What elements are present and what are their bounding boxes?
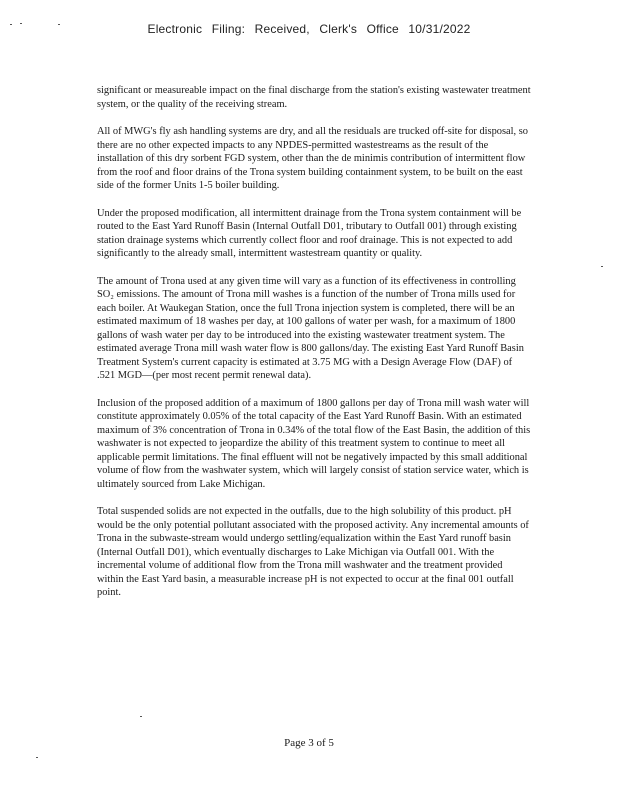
filing-stamp-header: Electronic Filing: Received, Clerk's Office 10/31/2022 — [147, 22, 471, 36]
paragraph-1: significant or measureable impact on the final discharge from the station's existing wastewater treatment system, or the quality of the receiving stream. — [97, 85, 531, 110]
document-body — [97, 84, 531, 614]
paragraph-4: The amount of Trona used at any given time will vary as a function of its effectiveness in controlling SO₂ emissions. The amount of Trona mill washes is a function of the number of Trona mills used for each boiler. At Waukegan Station, once the full Trona injection system is completed, there will be an estimated maximum of 18 washes per day, at 100 gallons of water per wash, for a maximum of 1800 gallons of wash water per day to be introduced into the existing wastewater treatment system. The estimated average Trona mill wash water flow is 800 gallons/day. The existing East Yard Runoff Basin Treatment System's current capacity is estimated at 3.75 MG with a Design Average Flow (DAF) of .521 MGD—(per most recent permit renewal data). — [97, 275, 524, 381]
paragraph-5: Inclusion of the proposed addition of a maximum of 1800 gallons per day of Trona mill wash water will constitute approximately 0.05% of the total capacity of the East Yard Runoff Basin. With an estimated maximum of 3% concentration of Trona in 0.34% of the total flow of the East Basin, the addition of this washwater is not expected to jeopardize the ability of this treatment system to continue to meet all applicable permit limitations. The final effluent will not be negatively impacted by this small additional volume of flow from the washwater system, which will largely consist of station service water, which is ultimately sourced from Lake Michigan. — [97, 397, 531, 490]
paragraph-6: Total suspended solids are not expected in the outfalls, due to the high solubility of this product. pH would be the only potential pollutant associated with the proposed activity. Any incremental amounts of Trona in the subwaste-stream would undergo settling/equalization within the East Yard runoff basin (Internal Outfall D01), which eventually discharges to Lake Michigan via Outfall 001. With the incremental volume of additional flow from the Trona mill washwater and the treatment provided within the East Yard basin, a measurable increase pH is not expected to occur at the final 001 outfall point. — [97, 506, 529, 598]
scan-speck — [10, 24, 12, 25]
paragraph-2: All of MWG's fly ash handling systems are dry, and all the residuals are trucked off-site for disposal, so there are no other expected impacts to any NPDES-permitted wastestreams as the result of the installation of this dry sorbent FGD system, other than the de minimis contribution of intermittent flow from the roof and floor drains of the Trona system building containment system, to be built on the east side of the former Units 1-5 boiler building. — [97, 126, 528, 191]
page-number: Page 3 of 5 — [284, 737, 334, 749]
scan-speck — [58, 24, 60, 25]
scan-speck — [601, 266, 603, 267]
scan-speck — [140, 716, 142, 717]
scan-speck — [36, 757, 38, 758]
scan-speck — [20, 23, 22, 24]
paragraph-3: Under the proposed modification, all intermittent drainage from the Trona system containment will be routed to the East Yard Runoff Basin (Internal Outfall D01, tributary to Outfall 001) through existing station drainage systems which currently collect floor and roof drainage. This is not expected to add significantly to the already small, intermittent wastestream quantity or quality. — [97, 207, 522, 259]
